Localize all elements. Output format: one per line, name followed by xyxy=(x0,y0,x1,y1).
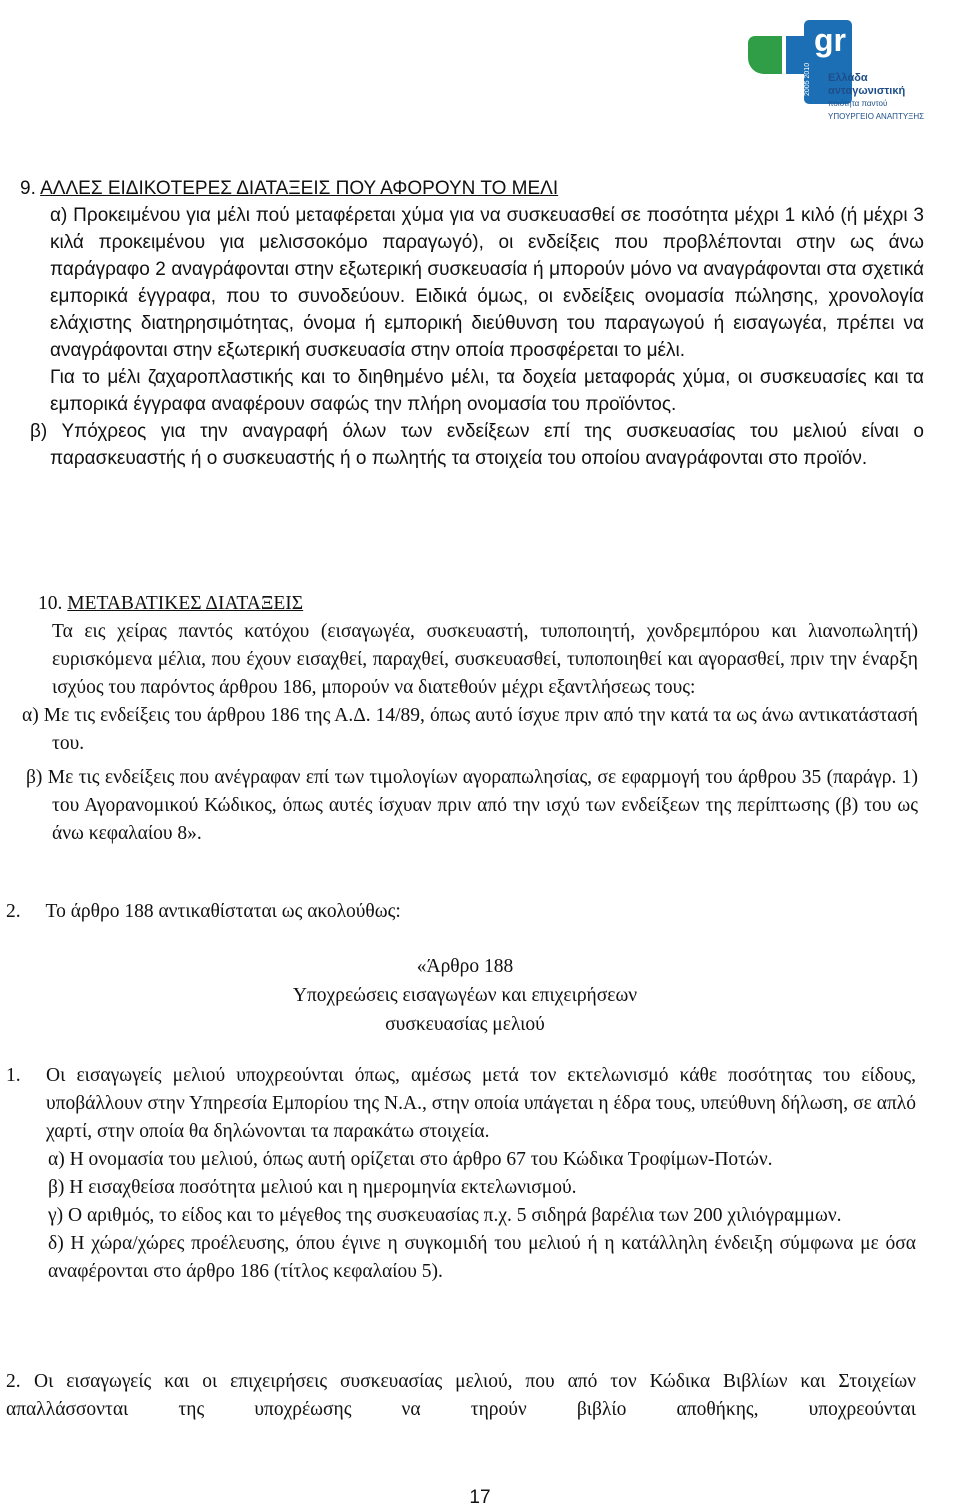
logo-mark: gr xyxy=(814,22,846,58)
paragraph-1-body: Οι εισαγωγείς μελιού υποχρεούνται όπως, αμέσως μετά τον εκτελωνισμό κάθε ποσότητας του είδους, υποβάλλουν στην Υπηρεσία Εμπορίου της Ν.Α., στην οποία υπάγεται η έδρα τους, υπεύθυνη δήλωση, σε απλό χαρτί, στην οποία θα δηλώνονται τα παρακάτω στοιχεία. xyxy=(46,1065,916,1142)
paragraph-2-body: Οι εισαγωγείς και οι επιχειρήσεις συσκευασίας μελιού, που από τον Κώδικα Βιβλίων και Στοιχείων απαλλάσσονται της υποχρέωσης να τηρούν βιβλίο αποθήκης, υποχρεούνται xyxy=(6,1371,916,1420)
logo-line3: ποιότητα παντού xyxy=(828,99,888,108)
section-9-title: ΑΛΛΕΣ ΕΙΔΙΚΟΤΕΡΕΣ ΔΙΑΤΑΞΕΙΣ ΠΟΥ ΑΦΟΡΟΥΝ ΤΟ ΜΕΛΙ xyxy=(40,178,559,199)
article-heading xyxy=(0,952,930,1039)
section-10-title: ΜΕΤΑΒΑΤΙΚΕΣ ΔΙΑΤΑΞΕΙΣ xyxy=(67,593,304,614)
paragraph-1-number: 1. xyxy=(6,1065,21,1086)
section-9-number: 9. xyxy=(20,178,36,199)
section-9 xyxy=(20,175,924,472)
section-10-item-a: α) Με τις ενδείξεις του άρθρου 186 της Α.Δ. 14/89, όπως αυτό ίσχυε πριν από την κατά τα ως άνω αντικατάστασή του. xyxy=(22,705,918,754)
section-10-item-b: β) Με τις ενδείξεις που ανέγραφαν επί των τιμολογίων αγοραπωλησίας, σε εφαρμογή του άρθρου 35 (παράγρ. 1) του Αγορανομικού Κώδικος, όπως αυτές ίσχυαν πριν από την ισχύ των ενδείξεων της περίπτωσης (β) του ως άνω κεφαλαίου 8». xyxy=(26,767,918,844)
paragraph-1-item-c: γ) Ο αριθμός, το είδος και το μέγεθος της συσκευασίας π.χ. 5 σιδηρά βαρέλια των 200 χιλιόγραμμων. xyxy=(48,1205,842,1226)
logo-years: 2005 2010 xyxy=(804,62,811,96)
item-2-text: Το άρθρο 188 αντικαθίσταται ως ακολούθως: xyxy=(45,901,401,922)
section-9-para-b: β) Υπόχρεος για την αναγραφή όλων των ενδείξεων επί της συσκευασίας του μελιού είναι ο παρασκευαστής ή ο συσκευαστής ή ο πωλητής τα στοιχεία του οποίου αναγράφονται στο προϊόν. xyxy=(30,421,924,469)
logo-line1: Ελλάδα xyxy=(828,72,868,84)
paragraph-2-text xyxy=(6,1368,916,1424)
section-10-intro: Τα εις χείρας παντός κατόχου (εισαγωγέα, συσκευαστή, τυποποιητή, χονδρεμπόρου και λιανοπωλητή) ευρισκόμενα μέλια, που έχουν εισαχθεί, παραχθεί, συσκευασθεί, τυποποιηθεί και αγορασθεί, πριν την έναρξη ισχύος του παρόντος άρθρου 186, μπορούν να διατεθούν μέχρι εξαντλήσεως τους: xyxy=(52,621,918,698)
paragraph-2-number: 2. xyxy=(6,1371,21,1392)
section-10-heading xyxy=(14,590,918,618)
article-title: «Άρθρο 188 xyxy=(416,956,514,977)
logo-line4: ΥΠΟΥΡΓΕΙΟ ΑΝΑΠΤΥΞΗΣ xyxy=(828,112,925,121)
paragraph-1-item-d: δ) Η χώρα/χώρες προέλευσης, όπου έγινε η συγκομιδή του μελιού ή η κατάλληλη ένδειξη σύμφωνα με όσα αναφέρονται στο άρθρο 186 (τίτλος κεφαλαίου 5). xyxy=(48,1233,916,1282)
section-10-number: 10. xyxy=(38,593,63,614)
section-9-para-a2: Για το μέλι ζαχαροπλαστικής και το διηθημένο μέλι, τα δοχεία μεταφοράς χύμα, οι συσκευασίες και τα εμπορικά έγγραφα αναφέρουν σαφώς την πλήρη ονομασία του προϊόντος. xyxy=(50,367,924,415)
section-10 xyxy=(14,590,918,848)
paragraph-1-item-b: β) Η εισαχθείσα ποσότητα μελιού και η ημερομηνία εκτελωνισμού. xyxy=(48,1177,577,1198)
article-subtitle-2: συσκευασίας μελιού xyxy=(385,1014,545,1035)
page-number: 17 xyxy=(469,1487,491,1508)
paragraph-1-item-a: α) Η ονομασία του μελιού, όπως αυτή ορίζεται στο άρθρο 67 του Κώδικα Τροφίμων-Ποτών. xyxy=(48,1149,773,1170)
logo-green-shape xyxy=(748,36,782,74)
paragraph-1 xyxy=(6,1062,916,1286)
paragraph-1-text xyxy=(6,1062,916,1146)
logo-line2: ανταγωνιστική xyxy=(828,85,906,97)
section-9-heading xyxy=(20,175,924,202)
paragraph-2 xyxy=(6,1368,916,1424)
article-subtitle-1: Υποχρεώσεις εισαγωγέων και επιχειρήσεων xyxy=(292,985,638,1006)
section-9-para-a: α) Προκειμένου για μέλι πού μεταφέρεται χύμα για να συσκευασθεί σε ποσότητα μέχρι 1 κιλό (ή μέχρι 3 κιλά προκειμένου για μελισσοκόμο παραγωγό), οι ενδείξεις που προβλέπονται στην ως άνω παράγραφο 2 αναγράφονται στην εξωτερική συσκευασία ή μπορούν μόνο να αναγράφονται στα σχετικά εμπορικά έγγραφα, που το συνοδεύουν. Ειδικά όμως, οι ενδείξεις ονομασία πώλησης, χρονολογία ελάχιστης διατηρησιμότητας, όνομα ή εμπορική διεύθυνση του παραγωγού ή εισαγωγέα, πρέπει να αναγράφονται στην εξωτερική συσκευασία στην οποία προσφέρεται το μέλι. xyxy=(50,205,924,361)
item-2-number: 2. xyxy=(6,901,21,922)
item-2 xyxy=(6,898,916,926)
ministry-logo xyxy=(708,0,960,132)
